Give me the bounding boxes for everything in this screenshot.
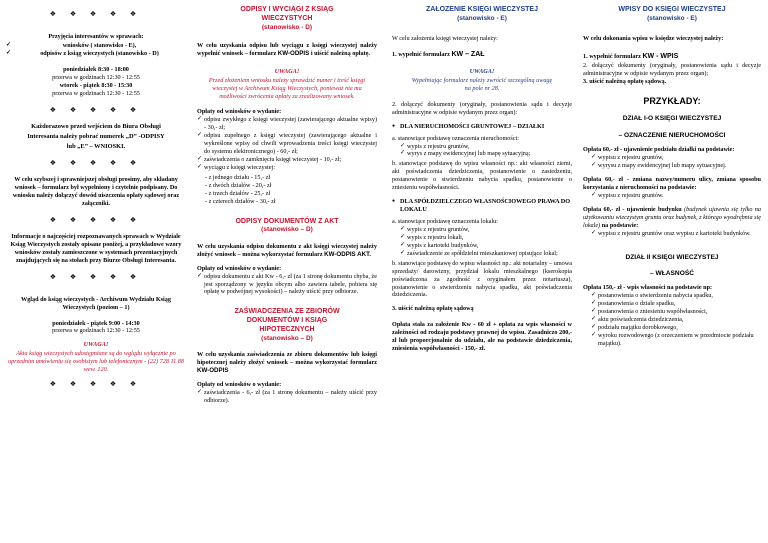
form-name: KW-ODPIS: [197, 366, 229, 374]
doc-item: ✓ zaświadczenie ze spółdzielni mieszkaniowej opisujące lokal;: [400, 250, 572, 258]
archive-warning-text: Akta ksiąg wieczystych udostępniane są do wglądu wyłącznie po uprzednim umówieniu się osobistym lub telefonicznym - (22) 728 11 88 wew. 120.: [8, 350, 184, 374]
example-item: ✓ aktu poświadczenia dziedziczenia,: [591, 316, 761, 324]
column-info: [6, 6, 186, 538]
section-subtitle: (stanowisko - E): [457, 14, 507, 22]
example-item: ✓ wyroku rozwodowego (z orzeczeniem w przedmiocie podziału majątku).: [591, 332, 761, 348]
step-three: 3. uiścić należną opłatę sądową.: [583, 77, 667, 85]
doc-item: ✓ wyrys z mapy ewidencyjnej lub mapę sytuacyjną;: [400, 150, 572, 158]
fee-item: ✓ zaświadczenia - 6,- zł (za 1 stronę dokumentu – należy uiścić przy odbiorze).: [197, 389, 377, 405]
doc-item: ✓ wypis z rejestru gruntów,: [400, 226, 572, 234]
archive-warning-title: UWAGA!: [83, 341, 109, 349]
excerpt-fee: - z trzech działów - 25,- zł: [205, 189, 271, 197]
form-name: KW – ZAŁ: [451, 51, 485, 58]
fees-title: Opłaty od wniosków o wydanie:: [197, 380, 282, 388]
step-text: 1. wypełnić formularz: [583, 53, 641, 60]
example-item: ✓ postanowienia o dziale spadku,: [591, 300, 761, 308]
example-lead: Opłata 60,- zł - ujawnienie podziału działki na podstawie:: [583, 146, 735, 154]
excerpt-fee: - z jednego działu - 15,- zł: [205, 173, 271, 181]
hours-line: przerwa w godzinach 12:30 - 12:55: [52, 327, 140, 335]
lead-note: (budynek ujawnia się tylko na użytkowaniu wieczystym gruntu oraz budynek, z którego wyodrębnia się lokale): [583, 205, 761, 229]
lead-tail: i uiścić należną opłatę.: [310, 49, 370, 57]
form-name: KW - WPIS: [642, 53, 679, 60]
section-subtitle: (stanowisko – D): [261, 226, 313, 234]
column-entries: [583, 6, 761, 538]
example-item: ✓ wypisu z rejestru gruntów.: [591, 192, 761, 200]
hours-line: poniedziałek 8:30 - 18:00: [63, 65, 129, 73]
lead-text: W celu uzyskania odpisu dokumentu z akt księgi wieczystej należy złożyć wniosek – można wykorzystać formularz: [197, 242, 377, 258]
fee-item: ✓ odpisu zupełnego z księgi wieczystej (zawierającego aktualne i wykreślone wpisy od chwili wprowadzenia treści księgi wieczystej do systemu elektronicznego) - 60,- zł;: [197, 132, 377, 156]
form-name: KW-ODPIS: [277, 49, 310, 57]
step-text: 1. wypełnić formularz: [392, 51, 450, 58]
excerpt-fees: [197, 174, 377, 206]
example-lead: Opłata 60,- zł - zmiana nazwy/numeru ulicy, zmiana sposobu korzystania z nieruchomości na podstawie:: [583, 175, 761, 191]
coop-title: ● DLA SPÓŁDZIELCZEGO WŁASNOŚCIOWEGO PRAWA DO LOKALU: [392, 198, 572, 214]
hours-line: przerwa w godzinach 12:30 - 12:55: [52, 89, 140, 97]
section-title-copies: ODPISY I WYCIĄGI Z KSIĄG WIECZYSTYCH: [240, 6, 334, 22]
ornament-stars: ❖ ❖ ❖ ❖ ❖: [49, 380, 143, 389]
lead-text: W celu uzyskania zaświadczenia ze zbioru dokumentów lub księgi hipotecznej należy złożyć wniosek – można wykorzystać formularz: [197, 350, 377, 366]
hours-line: przerwa w godzinach 12:30 - 12:55: [52, 73, 140, 81]
section-title-certificates: ZAŚWIADCZENIA ZE ZBIORÓW DOKUMENTÓW I KSIĄG HIPOTECZNYCH: [234, 308, 340, 333]
examples-heading: PRZYKŁADY:: [643, 95, 701, 106]
fee-item: ✓ odpisu dokumentu z akt Kw - 6,- zł (za 1 stronę dokumentu chyba, że jest sporządzony w języku obcym albo zawiera tabele, pobiera się opłatę w podwójnej wysokości) – należy uiścić przy odbiorze.: [197, 273, 377, 297]
section-one-subheading: – OZNACZENIE NIERUCHOMOŚCI: [618, 131, 726, 139]
land-a: a. stanowiące podstawę oznaczenia nieruchomości:: [392, 134, 519, 142]
doc-item: ✓ wypis z kartoteki budynków,: [400, 242, 572, 250]
fee-item: ✓ odpisu zwykłego z księgi wieczystej (zawierającego aktualne wpisy) - 30,- zł;: [197, 116, 377, 132]
form-name: KW-ODPIS AKT.: [324, 250, 371, 258]
column-copies: [197, 6, 377, 538]
section-subtitle: (stanowisko - E): [647, 14, 697, 22]
intro-title: Przyjęcia interesantów w sprawach:: [48, 32, 144, 40]
establish-lead: W celu założenia księgi wieczystej należy:: [392, 35, 498, 43]
section-one-heading: DZIAŁ I-O KSIĘGI WIECZYSTEJ: [622, 115, 722, 123]
excerpt-fee: - z dwóch działów - 20,- zł: [205, 181, 272, 189]
example-item: ✓ wypisu z rejestru gruntów oraz wypisu z kartoteki budynków.: [591, 230, 761, 238]
lead-tail: na podstawie:: [601, 221, 639, 229]
intro-item: ✓ odpisów z ksiąg wieczystych (stanowisko - D): [6, 50, 186, 58]
ornament-stars: ❖ ❖ ❖ ❖ ❖: [49, 272, 143, 281]
fee-item: ✓ zaświadczenia o zamknięciu księgi wieczystej - 10,- zł;: [197, 156, 377, 164]
land-b: b. stanowiące podstawę do wpisu własności np.: akt własności ziemi, akt poświadczenia dziedziczenia, postanowienie o zasiedzeniu, postanowienie o stwierdzeniu nabycia spadku, postanowienie o zniesieniu współwłasności.: [392, 160, 572, 192]
example-item: ✓ wypisu z rejestru gruntów,: [591, 154, 761, 162]
coop-a: a. stanowiące podstawę oznaczenia lokalu:: [392, 218, 499, 226]
ornament-stars: ❖ ❖ ❖ ❖ ❖: [49, 10, 143, 18]
example-item: ✓ postanowienia o zniesieniu współwłasności,: [591, 308, 761, 316]
example-item: ✓ wyrysu z mapy ewidencyjnej lub mapy sytuacyjnej.: [591, 162, 761, 170]
doc-item: ✓ wypis z rejestru lokali,: [400, 234, 572, 242]
hours-line: wtorek - piątek 8:30 - 15:30: [59, 81, 133, 89]
queue-text: Każdorazowo przed wejściem do Biura Obsługi Interesanta należy pobrać numerek „D” -ODPISY lub „E” – WNIOSKI.: [27, 123, 165, 150]
fees-list: [197, 116, 377, 172]
intro-item: ✓ wniosków ( stanowisko - E),: [6, 42, 186, 50]
establish-fee-text: Opłata stała za założenie Kw - 60 zł + opłata za wpis własności w zależności od rodzaju podstawy prawnej do wpisu. Zasadniczo 200,- zł lub proporcjonalnie do udziału, ale na podstawie dziedziczenia, zniesienia współwłasności - 150,- zł.: [392, 321, 572, 353]
step-two: 2. dołączyć dokumenty (oryginały, postanowienia sądu i decyzje administracyjne w odpisie wydanym przez organ);: [583, 61, 761, 77]
ornament-stars: ❖ ❖ ❖ ❖ ❖: [49, 216, 143, 224]
example-item: ✓ podziału majątku dorobkowego,: [591, 324, 761, 332]
documents-lead: [197, 243, 377, 259]
lead-text: W celu uzyskania odpisu lub wyciągu z księgi wieczystej należy wypełnić wniosek – formularz: [197, 41, 377, 57]
warning-text: Wypełniając formularz należy zwrócić szczególną uwagę na pole nr 28.: [411, 76, 553, 92]
example-list: [583, 292, 761, 348]
coop-a-list: [392, 226, 572, 258]
land-a-list: [392, 143, 572, 159]
example-lead: Opłata 150,- zł - wpis własności na podstawie np:: [583, 284, 713, 292]
warning-text: Przed złożeniem wniosku należy sprawdzić numer i treść księgi wieczystej w Archiwum Ksiąg Wieczystych, ponieważ nie ma możliwości zwrócenia opłaty za zrealizowany wniosek.: [208, 76, 366, 100]
entries-lead: W celu dokonania wpisu w księdze wieczystej należy:: [583, 35, 724, 43]
warning-title: UWAGA!: [274, 67, 300, 75]
fee-item: ✓ wyciągu z księgi wieczystej:: [197, 164, 377, 172]
archive-hours: [6, 320, 186, 336]
section-title-documents: ODPISY DOKUMENTÓW Z AKT: [235, 217, 339, 225]
example-item: ✓ postanowienia o stwierdzeniu nabycia spadku,: [591, 292, 761, 300]
fees-list: [197, 389, 377, 405]
step-two: 2. dołączyć dokumenty (oryginały, postanowienia sądu i decyzje administracyjne w odpisie wydanym przez organ):: [392, 100, 572, 116]
warning-title: UWAGA!: [469, 67, 495, 75]
example-list: [583, 192, 761, 200]
section-title-entries: WPISY DO KSIĘGI WIECZYSTEJ: [618, 6, 726, 13]
office-hours: [6, 66, 186, 98]
section-subtitle: (stanowisko – D): [261, 334, 313, 342]
ornament-stars: ❖ ❖ ❖ ❖ ❖: [49, 105, 143, 114]
fees-list: [197, 273, 377, 297]
fees-title: Opłaty od wniosków o wydanie:: [197, 108, 282, 116]
fees-title: Opłaty od wniosków o wydanie:: [197, 264, 282, 272]
land-title: ● DLA NIERUCHOMOŚCI GRUNTOWEJ – DZIAŁKI: [392, 123, 572, 131]
section-title-establish: ZAŁOŻENIE KSIĘGI WIECZYSTEJ: [425, 6, 538, 13]
info-text: Informacje o najczęściej rozpoznawanych sprawach w Wydziale Ksiąg Wieczystych zostały opisane poniżej, a przykładowe wzory wniosków zostały zamieszczone w systemach prezentacyjnych znajdujących się na stołach przy Biurze Obsługi Interesanta.: [10, 232, 182, 264]
lead-text: Opłata 60,- zł - ujawnienie budynku: [583, 205, 682, 213]
step-one: [392, 51, 572, 60]
step-one: [583, 53, 761, 62]
section-subtitle: (stanowisko - D): [261, 23, 313, 31]
intro-list: [6, 42, 186, 58]
coop-b: b. stanowiące podstawę do wpisu własności np.: akt notarialny – umowa sprzedaży/ darowizny, przydział lokalu mieszkalnego (kserokopia poświadczona za zgodność z oryginałem przez notariusza), postanowienie o stwierdzeniu nabycia spadku, akt poświadczenia dziedziczenia.: [392, 259, 572, 299]
column-establish: [392, 6, 572, 538]
example-list: [583, 154, 761, 170]
copies-lead: [197, 42, 377, 58]
certificates-lead: [197, 351, 377, 375]
section-two-heading: DZIAŁ II KSIĘGI WIECZYSTEJ: [625, 253, 719, 261]
example-lead-building: [583, 206, 761, 230]
doc-item: ✓ wypis z rejestru gruntów,: [400, 143, 572, 151]
quick-service-text: W celu szybszej i sprawniejszej obsługi prosimy, aby składany wniosek – formularz był wypełniony i czytelnie podpisany. Do wniosku należy dołączyć dowód uiszczenia opłaty sądowej oraz załączniki.: [12, 176, 180, 208]
excerpt-fee: - z czterech działów - 30,- zł: [205, 197, 276, 205]
example-list: [583, 230, 761, 238]
hours-line: poniedziałek - piątek 9:00 - 14:30: [52, 319, 140, 327]
section-two-subheading: – WŁASNOŚĆ: [650, 269, 694, 277]
archive-title: Wgląd do ksiąg wieczystych - Archiwum Wydziału Ksiąg Wieczystych (poziom – 1): [21, 295, 171, 311]
ornament-stars: ❖ ❖ ❖ ❖ ❖: [49, 159, 143, 168]
step-three: 3. uiścić należną opłatę sądową: [392, 305, 474, 313]
